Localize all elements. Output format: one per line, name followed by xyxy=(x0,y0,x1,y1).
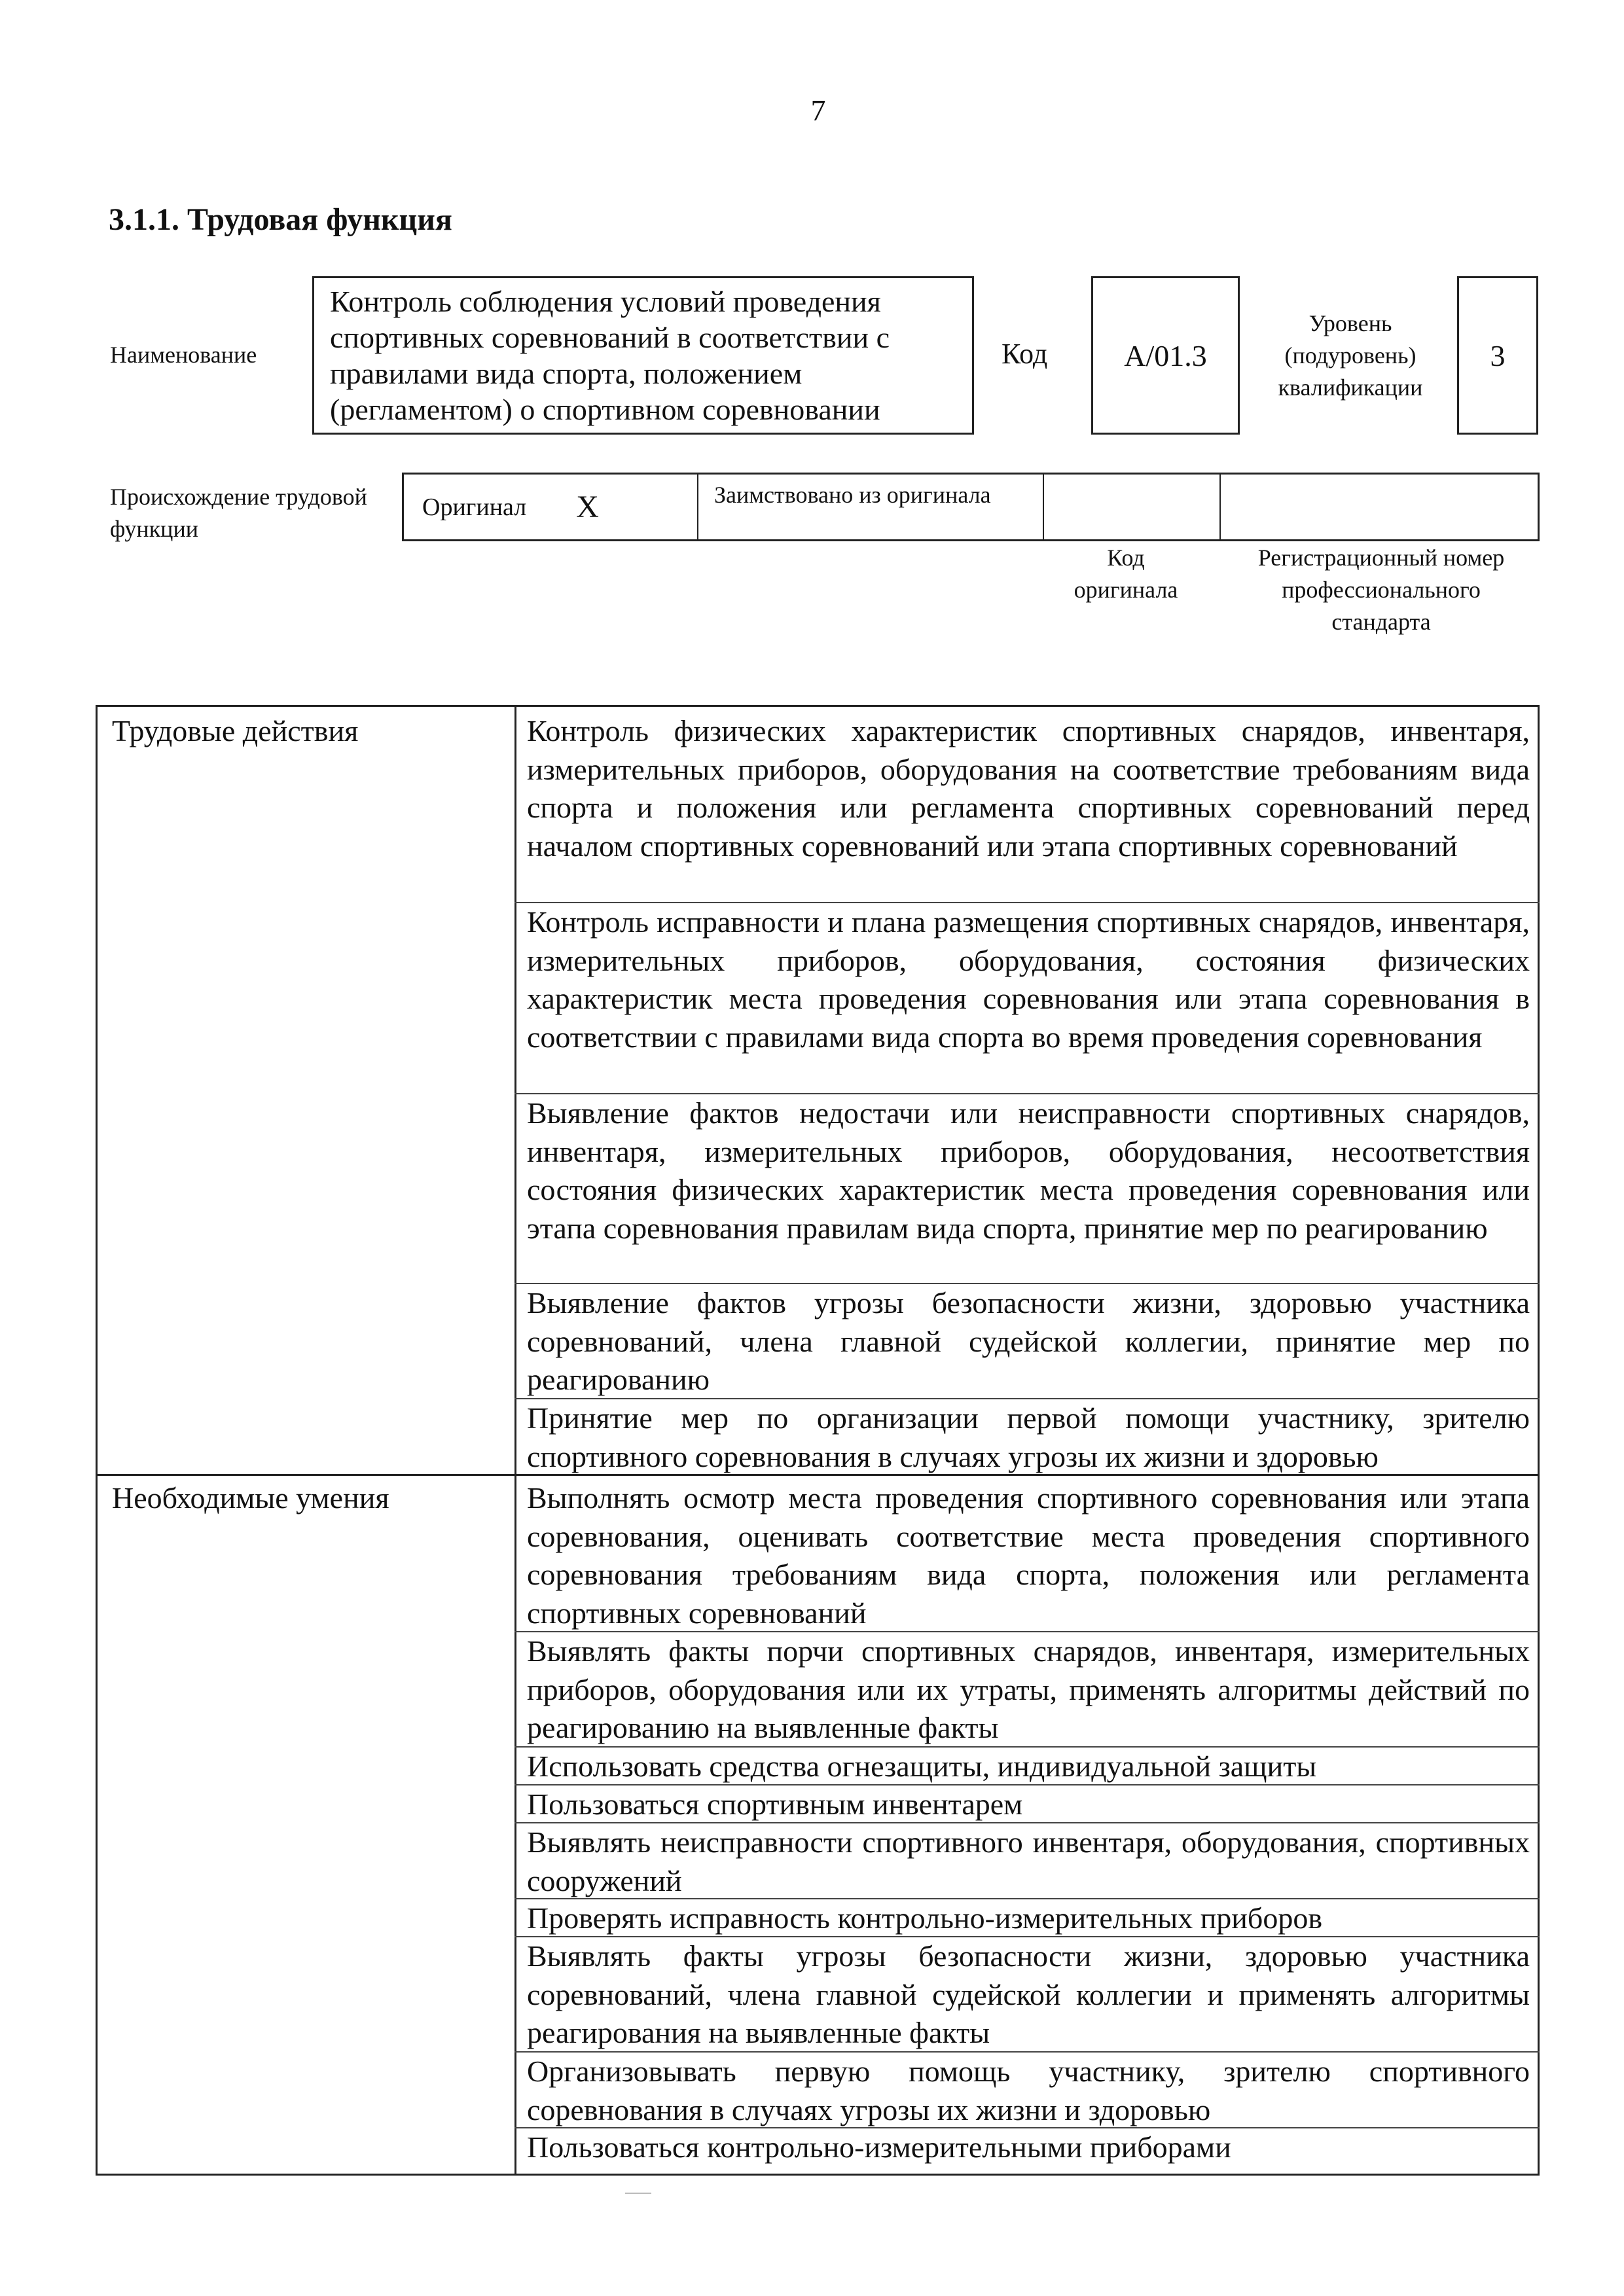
action-item: Контроль физических характеристик спортивных снарядов, инвентаря, измерительных приборов, оборудования на соответствие требованиям вида спорта и положения или регламента спортивных соревнований перед началом спортивных соревнований или этапа спортивных соревнований xyxy=(527,714,1530,863)
actions-label: Трудовые действия xyxy=(112,714,359,747)
page-number: 7 xyxy=(810,94,826,127)
code-label: Код xyxy=(1001,338,1048,370)
skill-item: Пользоваться контрольно-измерительными приборами xyxy=(527,2130,1231,2164)
action-item: Выявление фактов угрозы безопасности жизни, здоровью участника соревнований, члена главной судейской коллегии, принятие мер по реагированию xyxy=(527,1286,1530,1396)
action-item: Принятие мер по организации первой помощи участнику, зрителю спортивного соревнования в случаях угрозы их жизни и здоровью xyxy=(527,1401,1530,1473)
origin-code-cell xyxy=(1044,475,1221,539)
skill-item: Выполнять осмотр места проведения спортивного соревнования или этапа соревнования, оценивать соответствие места проведения спортивного соревнования требованиям вида спорта, положения или регламента спортивных соревнований xyxy=(527,1481,1530,1630)
original-mark: Х xyxy=(576,490,599,524)
code-value: А/01.3 xyxy=(1124,338,1207,372)
action-item: Выявление фактов недостачи или неисправности спортивных снарядов, инвентаря, измерительных приборов, оборудования, несоответствия состояния физических характеристик места проведения соревнования или этапа соревнования правилам вида спорта, принятие мер по реагированию xyxy=(527,1096,1530,1245)
skill-item: Проверять исправность контрольно-измерительных приборов xyxy=(527,1901,1323,1935)
name-label: Наименование xyxy=(110,342,257,368)
code-box xyxy=(1091,276,1240,435)
skill-item: Пользоваться спортивным инвентарем xyxy=(527,1787,1023,1821)
column-divider xyxy=(514,707,516,2174)
origin-borrowed-cell: Заимствовано из оригинала xyxy=(698,475,1044,539)
origin-label: Происхождение трудовой функции xyxy=(110,484,367,542)
qualification-level-value: 3 xyxy=(1490,338,1506,372)
skill-item: Выявлять неисправности спортивного инвентаря, оборудования, спортивных сооружений xyxy=(527,1825,1530,1897)
code-original-label: Код оригинала xyxy=(1074,545,1178,603)
function-name-box: Контроль соблюдения условий проведения спортивных соревнований в соответствии с правилами вида спорта, положением (регламентом) о спортивном соревновании xyxy=(312,276,974,435)
skill-item: Выявлять факты порчи спортивных снарядов, инвентаря, измерительных приборов, оборудования или их утраты, применять алгоритмы действий по реагированию на выявленные факты xyxy=(527,1634,1530,1744)
reg-number-label: Регистрационный номер профессионального стандарта xyxy=(1257,545,1505,635)
skill-item: Организовывать первую помощь участнику, зрителю спортивного соревнования в случаях угрозы их жизни и здоровью xyxy=(527,2054,1530,2126)
qualification-level-box xyxy=(1457,276,1538,435)
section-title: 3.1.1. Трудовая функция xyxy=(109,202,452,237)
origin-reg-cell xyxy=(1221,475,1538,539)
action-item: Контроль исправности и плана размещения спортивных снарядов, инвентаря, измерительных приборов, оборудования, состояния физических характеристик места проведения соревнования или этапа соревнования в соответствии с правилами вида спорта во время проведения соревнования xyxy=(527,905,1530,1054)
skills-label: Необходимые умения xyxy=(112,1481,389,1515)
skill-item: Выявлять факты угрозы безопасности жизни, здоровью участника соревнований, члена главной судейской коллегии и применять алгоритмы реагирования на выявленные факты xyxy=(527,1939,1530,2049)
main-table xyxy=(96,705,1540,2176)
qualification-level-label: Уровень (подуровень) квалификации xyxy=(1278,310,1423,401)
scan-mark xyxy=(625,2193,651,2194)
original-label: Оригинал xyxy=(422,493,527,521)
skill-item: Использовать средства огнезащиты, индивидуальной защиты xyxy=(527,1749,1317,1783)
origin-original-cell xyxy=(404,475,698,539)
section-divider xyxy=(98,1474,1538,1476)
origin-row xyxy=(402,473,1540,541)
